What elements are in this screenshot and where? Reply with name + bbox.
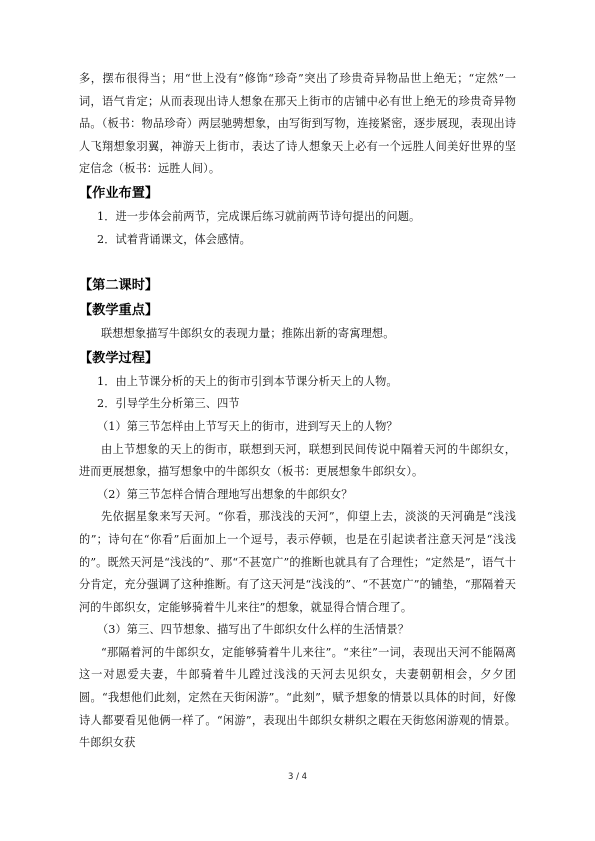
- document-body: [79, 68, 516, 755]
- heading-teaching-focus: 【教学重点】: [79, 303, 159, 319]
- heading-second-lesson: 【第二课时】: [79, 278, 159, 294]
- section-gap: [79, 251, 516, 273]
- answer-3: “那隔着河的牛郎织女，定能够骑着牛儿来往”。“来往”一词，表现出天河不能隔离这一对恩爱夫妻，牛郎骑着牛儿蹚过浅浅的天河去见织女，夫妻朝朝相会，夕夕团圆。“我想他们此刻，定然在天街闲游”。“此刻”，赋予想象的情景以具体的时间，好像诗人都要看见他俩一样了。“闲游”，表现出牛郎织女耕织之暇在天街悠闲游观的情景。牛郎织女获: [79, 645, 516, 750]
- question-1: （1）第三节怎样由上节写天上的街市，进到写天上的人物？: [97, 419, 398, 433]
- homework-item-2: 2．试着背诵课文，体会感情。: [97, 232, 251, 246]
- homework-item-1: 1．进一步体会前两节，完成课后练习就前两节诗句提出的问题。: [97, 209, 421, 223]
- answer-2: 先依据星象来写天河。“你看，那浅浅的天河”，仰望上去，淡淡的天河确是“浅浅的”；诗句在“你看”后面加上一个逗号，表示停顿，也是在引起读者注意天河是“浅浅的”。既然天河是“浅浅的”、那“不甚宽广”的推断也就具有了合理性；“定然是”，语气十分肯定，充分强调了这种推断。有了这天河是“浅浅的”、“不甚宽广”的铺垫，“那隔着天河的牛郎织女，定能够骑着牛儿来往”的想象，就显得合情合理了。: [79, 510, 516, 614]
- process-step-2: 2．引导学生分析第三、四节: [97, 397, 240, 411]
- paragraph-focus: 联想想象描写牛郎织女的表现力量；推陈出新的寄寓理想。: [101, 327, 395, 341]
- question-2: （2）第三节怎样合情合理地写出想象的牛郎织女？: [97, 487, 353, 501]
- question-3: （3）第三、四节想象、描写出了牛郎织女什么样的生活情景？: [97, 623, 409, 637]
- answer-1: 由上节想象的天上的街市，联想到天河，联想到民间传说中隔着天河的牛郎织女，进而更展想象，描写想象中的牛郎织女（板书：更展想象牛郎织女）。: [79, 442, 516, 479]
- heading-homework: 【作业布置】: [79, 185, 159, 201]
- heading-teaching-process: 【教学过程】: [79, 350, 159, 366]
- process-step-1: 1．由上节课分析的天上的街市引到本节课分析天上的人物。: [97, 374, 398, 388]
- page-number: 3 / 4: [287, 772, 308, 782]
- paragraph-intro: 多，摆布很得当；用“世上没有”修饰“珍奇”突出了珍贵奇异物品世上绝无；“定然”一词，语气肯定；从而表现出诗人想象在那天上街市的店铺中必有世上绝无的珍贵奇异物品。（板书：物品珍奇）两层驰骋想象，由写街到写物，连接紧密，逐步展现，表现出诗人飞翔想象羽翼，神游天上街市，表达了诗人想象天上必有一个远胜人间美好世界的坚定信念（板书：远胜人间）。: [79, 72, 516, 176]
